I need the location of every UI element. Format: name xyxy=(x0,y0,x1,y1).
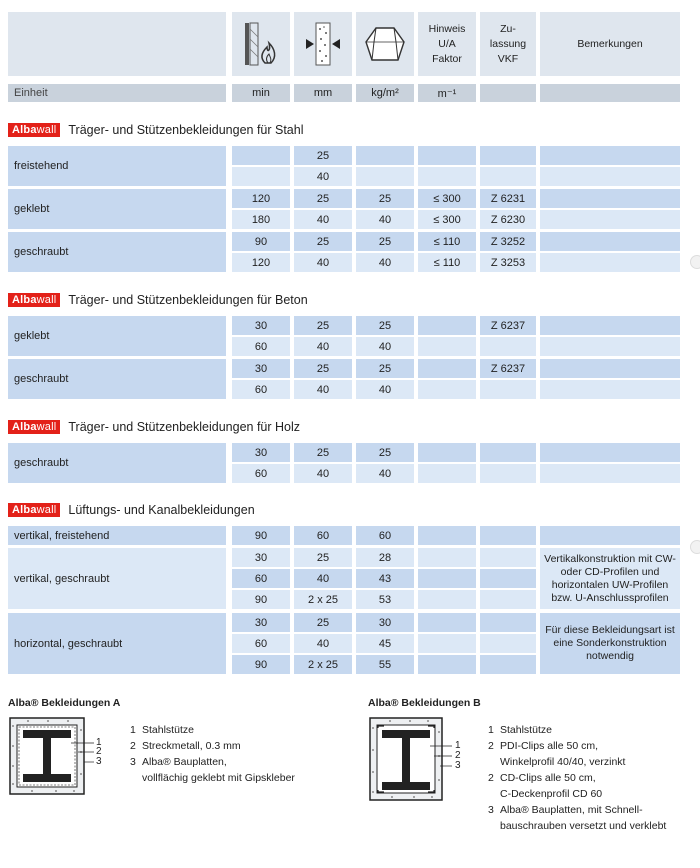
table-cell: 30 xyxy=(232,359,290,378)
legend-item: 2 CD-Clips alle 50 cm, C-Deckenprofil CD 60 xyxy=(488,772,603,800)
table-cell xyxy=(540,189,680,208)
row-label: horizontal, geschraubt xyxy=(8,613,226,674)
row-label: freistehend xyxy=(8,146,226,186)
callout-2: 2 xyxy=(96,746,102,757)
table-cell xyxy=(540,464,680,483)
table-cell: 30 xyxy=(232,443,290,462)
diagram-a-legend xyxy=(130,722,295,786)
row-label: geschraubt xyxy=(8,232,226,272)
section-heading: Träger- und Stützenbekleidungen für Holz xyxy=(68,420,301,434)
table-cell xyxy=(480,655,536,674)
header-bemerkungen-label: Bemerkungen xyxy=(577,37,643,50)
table-cell xyxy=(418,655,476,674)
table-cell: 25 xyxy=(294,189,352,208)
diagram-b-title: Alba® Bekleidungen B xyxy=(368,697,481,709)
header-fire-cell xyxy=(232,12,290,76)
header-hinweis-line-3: Faktor xyxy=(432,52,462,65)
row-label: vertikal, geschraubt xyxy=(8,548,226,609)
section-title-holz xyxy=(8,419,300,435)
table-cell: 25 xyxy=(294,316,352,335)
cross-section-b-icon xyxy=(368,716,468,806)
table-cell xyxy=(480,548,536,567)
table-cell: 2 x 25 xyxy=(294,590,352,609)
table-cell xyxy=(540,167,680,186)
callout-1: 1 xyxy=(455,740,461,751)
row-label: geschraubt xyxy=(8,359,226,399)
unit-mm: mm xyxy=(294,84,352,102)
table-cell: 40 xyxy=(294,337,352,356)
header-zulassung-cell xyxy=(480,12,536,76)
section-title-lueftung xyxy=(8,502,255,518)
table-cell xyxy=(540,316,680,335)
row-label: geklebt xyxy=(8,189,226,229)
table-cell xyxy=(418,359,476,378)
table-cell: 25 xyxy=(356,359,414,378)
table-cell xyxy=(480,464,536,483)
table-cell: Z 6237 xyxy=(480,316,536,335)
header-bemerkungen-cell xyxy=(540,12,680,76)
section-heading: Träger- und Stützenbekleidungen für Beton xyxy=(68,293,308,307)
table-cell xyxy=(418,167,476,186)
table-cell: 30 xyxy=(232,548,290,567)
albawall-logo: Albawall xyxy=(8,123,60,137)
table-cell: 40 xyxy=(356,337,414,356)
legend-item: 3 Alba® Bauplatten, mit Schnell- bauschrauben versetzt und verklebt xyxy=(488,804,667,832)
table-cell xyxy=(232,167,290,186)
albawall-logo: Albawall xyxy=(8,293,60,307)
table-cell: 60 xyxy=(356,526,414,545)
table-cell: 40 xyxy=(294,210,352,229)
legend-item: 3 Alba® Bauplatten, vollflächig geklebt mit Gipskleber xyxy=(130,756,295,784)
table-cell: 25 xyxy=(294,146,352,165)
table-cell: 40 xyxy=(294,380,352,399)
table-cell: ≤ 110 xyxy=(418,232,476,251)
table-cell: 40 xyxy=(356,253,414,272)
table-cell: 40 xyxy=(356,210,414,229)
unit-approval xyxy=(480,84,536,102)
table-cell: 25 xyxy=(356,443,414,462)
unit-min: min xyxy=(232,84,290,102)
callout-3: 3 xyxy=(96,756,102,767)
callout-3: 3 xyxy=(455,760,461,771)
header-zulassung-line-1: Zu- xyxy=(500,22,516,35)
table-cell: 60 xyxy=(232,337,290,356)
table-cell xyxy=(418,590,476,609)
legend-item: 1 Stahlstütze xyxy=(130,724,194,736)
table-cell: 60 xyxy=(294,526,352,545)
table-cell: ≤ 110 xyxy=(418,253,476,272)
table-cell: 60 xyxy=(232,569,290,588)
table-cell xyxy=(418,316,476,335)
table-cell xyxy=(480,590,536,609)
diagram-a-title: Alba® Bekleidungen A xyxy=(8,697,121,709)
table-cell: Z 6231 xyxy=(480,189,536,208)
table-cell xyxy=(418,464,476,483)
table-cell: 40 xyxy=(294,464,352,483)
table-cell: 180 xyxy=(232,210,290,229)
table-cell: 40 xyxy=(294,634,352,653)
callout-1: 1 xyxy=(96,737,102,748)
table-cell xyxy=(540,359,680,378)
table-cell xyxy=(540,337,680,356)
table-cell: 45 xyxy=(356,634,414,653)
table-cell xyxy=(418,526,476,545)
table-cell: 25 xyxy=(356,232,414,251)
table-cell xyxy=(540,526,680,545)
table-cell: 30 xyxy=(232,316,290,335)
remarks-horizontal: Für diese Bekleidungsart ist eine Sonderkonstruktion notwendig xyxy=(540,613,680,674)
header-hinweis-line-2: U/A xyxy=(438,37,456,50)
table-cell: 25 xyxy=(294,613,352,632)
table-cell xyxy=(540,232,680,251)
table-cell: 120 xyxy=(232,253,290,272)
table-cell: 30 xyxy=(232,613,290,632)
table-cell: 25 xyxy=(294,443,352,462)
table-cell: 25 xyxy=(294,359,352,378)
section-title-beton xyxy=(8,292,308,308)
albawall-logo: Albawall xyxy=(8,503,60,517)
fire-resistance-icon xyxy=(241,21,281,67)
table-cell: 25 xyxy=(356,316,414,335)
header-hinweis-cell xyxy=(418,12,476,76)
table-cell xyxy=(540,253,680,272)
table-cell xyxy=(418,337,476,356)
callout-2: 2 xyxy=(455,750,461,761)
table-cell: ≤ 300 xyxy=(418,210,476,229)
table-cell: 40 xyxy=(356,464,414,483)
table-cell xyxy=(418,634,476,653)
table-cell: 40 xyxy=(294,569,352,588)
diagram-b-legend xyxy=(488,722,666,834)
header-thickness-cell xyxy=(294,12,352,76)
table-cell: 28 xyxy=(356,548,414,567)
table-cell: 25 xyxy=(356,189,414,208)
thickness-icon xyxy=(300,21,346,67)
table-cell: 40 xyxy=(356,380,414,399)
unit-density: kg/m² xyxy=(356,84,414,102)
table-cell: 90 xyxy=(232,232,290,251)
section-heading: Träger- und Stützenbekleidungen für Stahl xyxy=(68,123,304,137)
table-cell: 25 xyxy=(294,232,352,251)
table-cell xyxy=(232,146,290,165)
table-cell: Z 3252 xyxy=(480,232,536,251)
section-heading: Lüftungs- und Kanalbekleidungen xyxy=(68,503,255,517)
table-cell xyxy=(480,634,536,653)
table-cell xyxy=(480,443,536,462)
table-cell xyxy=(480,167,536,186)
legend-item: 1 Stahlstütze xyxy=(488,724,552,736)
header-density-cell xyxy=(356,12,414,76)
table-cell xyxy=(480,526,536,545)
table-cell: 55 xyxy=(356,655,414,674)
table-cell xyxy=(480,337,536,356)
table-cell: 40 xyxy=(294,253,352,272)
table-cell: 60 xyxy=(232,464,290,483)
table-cell: 60 xyxy=(232,634,290,653)
table-cell: 2 x 25 xyxy=(294,655,352,674)
table-cell: 90 xyxy=(232,655,290,674)
table-cell xyxy=(356,146,414,165)
units-label: Einheit xyxy=(8,84,226,102)
section-title-stahl xyxy=(8,122,304,138)
unit-remarks xyxy=(540,84,680,102)
binder-hole xyxy=(690,540,700,554)
table-cell xyxy=(540,210,680,229)
table-cell xyxy=(540,380,680,399)
header-label-cell xyxy=(8,12,226,76)
table-cell: Z 6230 xyxy=(480,210,536,229)
unit-factor: m⁻¹ xyxy=(418,84,476,102)
row-label: vertikal, freistehend xyxy=(8,526,226,545)
legend-item: 2 PDI-Clips alle 50 cm, Winkelprofil 40/40, verzinkt xyxy=(488,740,626,768)
table-cell: 120 xyxy=(232,189,290,208)
table-cell: 30 xyxy=(356,613,414,632)
table-cell: 40 xyxy=(294,167,352,186)
table-cell xyxy=(418,146,476,165)
header-zulassung-line-3: VKF xyxy=(497,52,519,65)
table-cell: 53 xyxy=(356,590,414,609)
table-cell xyxy=(418,548,476,567)
table-cell xyxy=(480,613,536,632)
table-cell xyxy=(418,380,476,399)
albawall-logo: Albawall xyxy=(8,420,60,434)
table-cell xyxy=(540,443,680,462)
table-cell xyxy=(480,380,536,399)
table-cell: Z 6237 xyxy=(480,359,536,378)
table-cell xyxy=(418,613,476,632)
binder-hole xyxy=(690,255,700,269)
table-cell xyxy=(418,569,476,588)
header-zulassung-line-2: lassung xyxy=(489,37,527,50)
legend-item: 2 Streckmetall, 0.3 mm xyxy=(130,740,241,752)
table-cell: 90 xyxy=(232,526,290,545)
table-cell: 43 xyxy=(356,569,414,588)
table-cell xyxy=(540,146,680,165)
table-cell xyxy=(418,443,476,462)
table-cell: 25 xyxy=(294,548,352,567)
header-hinweis-line-1: Hinweis xyxy=(428,22,466,35)
density-icon xyxy=(362,24,408,64)
table-cell xyxy=(480,146,536,165)
table-cell: Z 3253 xyxy=(480,253,536,272)
table-cell xyxy=(356,167,414,186)
table-cell: ≤ 300 xyxy=(418,189,476,208)
row-label: geschraubt xyxy=(8,443,226,483)
table-cell: 90 xyxy=(232,590,290,609)
table-cell: 60 xyxy=(232,380,290,399)
row-label: geklebt xyxy=(8,316,226,356)
remarks-vertical: Vertikalkonstruktion mit CW- oder CD-Profilen und horizontalen UW-Profilen bzw. U-Anschlussprofilen xyxy=(540,548,680,609)
table-cell xyxy=(480,569,536,588)
